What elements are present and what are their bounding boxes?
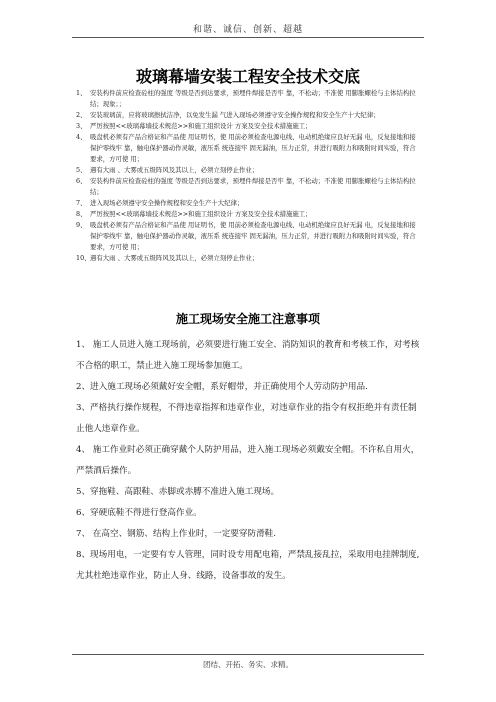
list-item — [76, 121, 420, 132]
safety-items-list — [76, 88, 420, 264]
item-number: 6、 — [76, 177, 87, 185]
list-item — [76, 132, 420, 165]
list-item — [76, 220, 420, 253]
item-number: 8、 — [76, 210, 87, 218]
item-text: 吸盘机必须有产品合格证和产品使 用证明书，使 用前必须检查电源电线、电动机绝缘应良好无漏 电，反复接地和接保护零线牢 靠，触电保护器动作灵敏，液压系 统连接牢 固无漏油，压力正常，并进行吸附力和吸附时间实验，符合要求，方可使 用； — [90, 133, 416, 163]
list-item — [76, 198, 420, 209]
item-number: 10、 — [76, 254, 91, 262]
list-item: 4、 施工作业时必须正确穿戴个人防护用品，进入施工现场必须戴安全帽。不许私自用火，严禁酒后操作。 — [76, 445, 420, 476]
list-item: 5、穿拖鞋、高跟鞋、赤脚或赤膊不准进入施工现场。 — [76, 487, 280, 497]
document-title: 玻璃幕墙安装工程安全技术交底 — [135, 67, 360, 86]
item-text: 遇有大雨 、大雾或五级阵风及其以上，必须立刻停止作业； — [90, 166, 259, 174]
notice-items-list — [76, 335, 420, 587]
item-number: 4、 — [76, 133, 87, 141]
item-number: 3、 — [76, 122, 87, 130]
list-item — [76, 176, 420, 198]
list-item — [76, 209, 420, 220]
page-footer-motto: 团结、开拓、务实、求精。 — [203, 660, 293, 669]
item-text: 进入现场必须遵守安全操作规程和安全生产十大纪律； — [90, 199, 244, 207]
list-item: 1、 施工人员进入施工现场前，必须要进行施工安全、消防知识的教育和考核工作，对考核不合格的职工，禁止进入施工现场参加施工。 — [76, 340, 420, 371]
item-text: 安装构件前应检查砼柱的强度 等级是否到达要求，预埋件焊接是否牢 靠，不松动；不准使 用膨胀螺栓与主体结构拉结； — [90, 177, 416, 196]
list-item: 2、进入施工现场必须戴好安全帽，系好帽带，并正确使用个人劳动防护用品. — [76, 382, 368, 392]
list-item: 6、穿硬底鞋不得进行登高作业。 — [76, 508, 202, 518]
page-header-motto: 和谐、诚信、创新、超越 — [192, 25, 303, 35]
list-item: 8、现场用电，一定要有专人管理，同时设专用配电箱，严禁乱接乱拉，采取用电挂牌制度,尤其杜绝违章作业，防止人身、线路，设备事故的发生。 — [76, 550, 420, 581]
list-item: 7、 在高空、钢筋、结构上作业时，一定要穿防滑鞋. — [76, 529, 276, 539]
item-number: 2、 — [76, 111, 87, 119]
item-number: 1、 — [76, 89, 87, 97]
header-rule — [72, 37, 424, 38]
item-text: 遇有大雨 、大雾或五级阵风及其以上，必须立刻停止作业； — [90, 254, 259, 262]
item-number: 7、 — [76, 199, 87, 207]
item-number: 9、 — [76, 221, 87, 229]
list-item — [76, 253, 420, 264]
item-text: 安装玻璃前，应将玻璃擦拭洁净，以免发生漏 气进入现场必须遵守安全操作规程和安全生产十大纪律； — [90, 111, 380, 119]
item-text: 安装构件前应检查砼柱的强度 等级是否到达要求，预埋件焊接是否牢 靠，不松动；不准使 用膨胀螺栓与主体结构拉结；现象；； — [90, 89, 416, 108]
item-text: 吸盘机必须有产品合格证和产品使 用证明书，使 用前必须检查电源电线、电动机绝缘应良好无漏 电，反复接地和接保护零线牢 靠，触电保护器动作灵敏，液压系 统连接牢 固无漏油，压力正常，并进行吸附力和吸附时间实验，符合要求，方可使 用； — [90, 221, 416, 251]
item-text: 严厉按照<<玻璃幕墙技术规范>>和施工组织设计 方案及安全技术措施施工； — [90, 210, 312, 218]
item-number: 5、 — [76, 166, 87, 174]
list-item: 3、严格执行操作规程，不得违章指挥和违章作业，对违章作业的指令有权拒绝并有责任制止他人违章作业。 — [76, 403, 417, 434]
item-text: 严厉按照<<玻璃幕墙技术规范>>和施工组织设计 方案及安全技术措施施工； — [90, 122, 312, 130]
list-item — [76, 88, 420, 110]
list-item — [76, 110, 420, 121]
footer-rule — [72, 654, 424, 655]
list-item — [76, 165, 420, 176]
section-title: 施工现场安全施工注意事项 — [175, 312, 320, 326]
